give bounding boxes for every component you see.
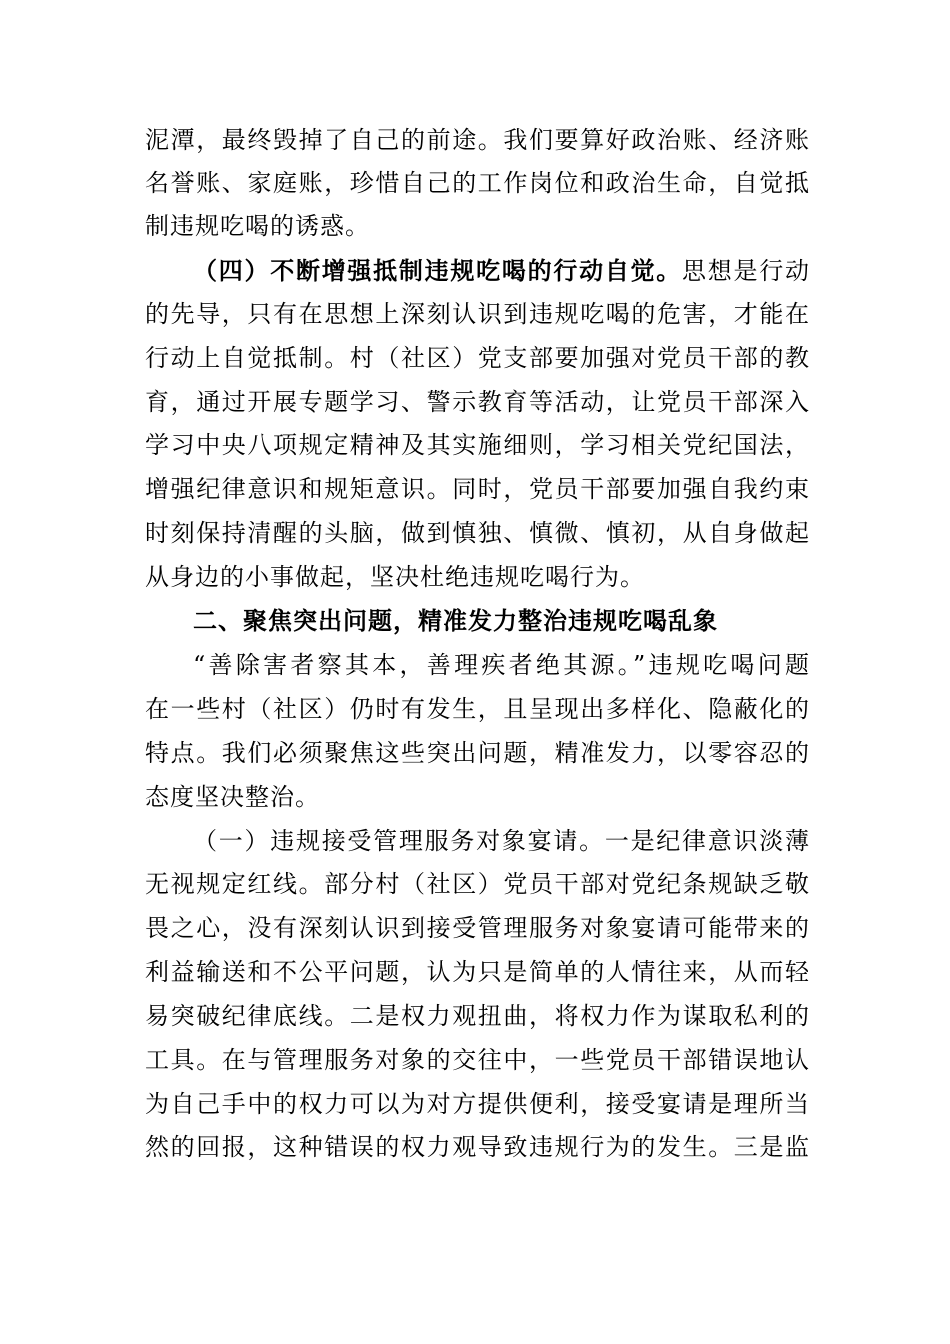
paragraph-lead-line — [193, 254, 810, 287]
subsection-title: （四）不断增强抵制违规吃喝的行动自觉。 — [193, 256, 683, 285]
text-line: 特点。我们必须聚焦这些突出问题，精准发力，以零容忍的 — [145, 739, 810, 767]
text-line: 在一些村（社区）仍时有发生，且呈现出多样化、隐蔽化的 — [145, 695, 810, 723]
text-line: （一）违规接受管理服务对象宴请。一是纪律意识淡薄 — [193, 827, 810, 855]
text-line: “善除害者察其本，善理疾者绝其源。”违规吃喝问题 — [193, 651, 810, 679]
text-line: 畏之心，没有深刻认识到接受管理服务对象宴请可能带来的 — [145, 914, 810, 942]
text-span: 思想是行动 — [682, 257, 810, 285]
text-line: 的先导，只有在思想上深刻认识到违规吃喝的危害，才能在 — [145, 300, 810, 328]
text-line: 泥潭，最终毁掉了自己的前途。我们要算好政治账、经济账 — [145, 126, 810, 154]
text-line: 利益输送和不公平问题，认为只是简单的人情往来，从而轻 — [145, 958, 810, 986]
text-line: 学习中央八项规定精神及其实施细则，学习相关党纪国法， — [145, 431, 810, 459]
text-line: 无视规定红线。部分村（社区）党员干部对党纪条规缺乏敬 — [145, 870, 810, 898]
text-line: 态度坚决整治。 — [145, 783, 320, 811]
text-line: 易突破纪律底线。二是权力观扭曲，将权力作为谋取私利的 — [145, 1002, 810, 1030]
text-line: 工具。在与管理服务对象的交往中，一些党员干部错误地认 — [145, 1046, 810, 1074]
text-line: 增强纪律意识和规矩意识。同时，党员干部要加强自我约束 — [145, 475, 810, 503]
text-line: 行动上自觉抵制。村（社区）党支部要加强对党员干部的教 — [145, 344, 810, 372]
text-line: 从身边的小事做起，坚决杜绝违规吃喝行为。 — [145, 563, 645, 591]
text-line: 名誉账、家庭账，珍惜自己的工作岗位和政治生命，自觉抵 — [145, 169, 810, 197]
text-line: 制违规吃喝的诱惑。 — [145, 212, 370, 240]
text-line: 然的回报，这种错误的权力观导致违规行为的发生。三是监 — [145, 1133, 810, 1161]
text-line: 育，通过开展专题学习、警示教育等活动，让党员干部深入 — [145, 388, 810, 416]
text-line: 为自己手中的权力可以为对方提供便利，接受宴请是理所当 — [145, 1090, 810, 1118]
section-heading: 二、聚焦突出问题，精准发力整治违规吃喝乱象 — [193, 607, 718, 635]
text-line: 时刻保持清醒的头脑，做到慎独、慎微、慎初，从自身做起 — [145, 519, 810, 547]
